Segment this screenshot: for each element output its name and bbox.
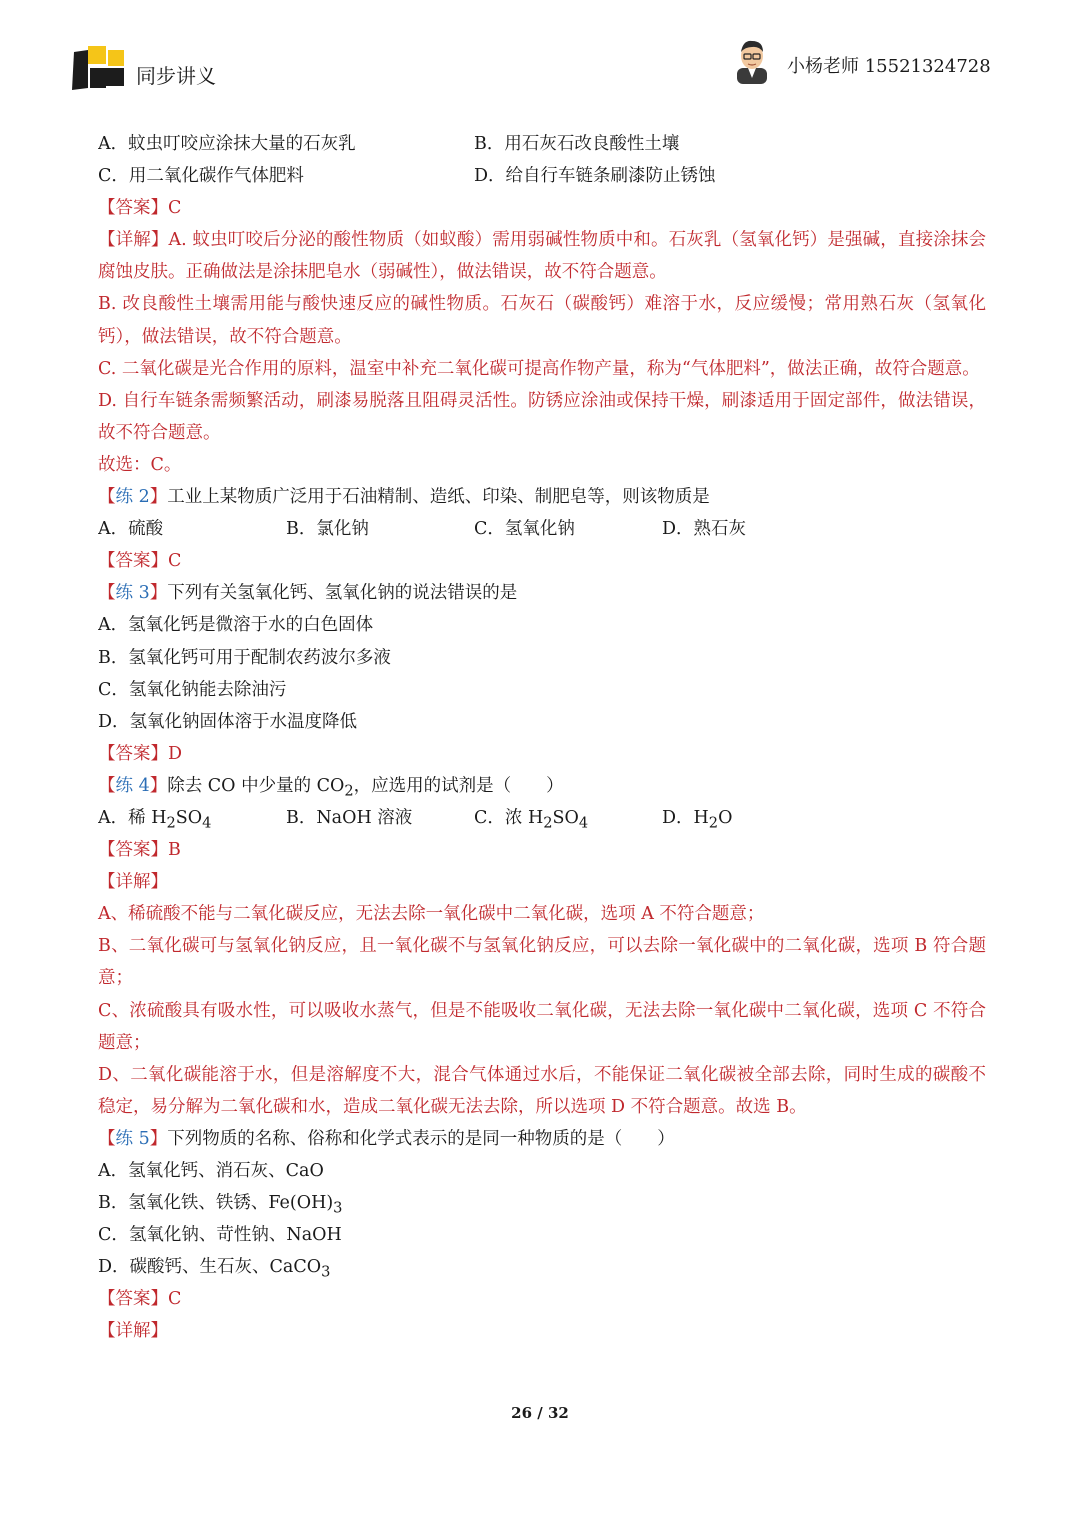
q2-stem: 【练 2】工业上某物质广泛用于石油精制、造纸、印染、制肥皂等，则该物质是: [98, 487, 710, 508]
q4-stem: 【练 4】除去 CO 中少量的 $CO_2$，应选用的试剂是（ ）: [98, 775, 564, 800]
q1-conclusion: 故选：C。: [98, 454, 182, 475]
q5-option-c: C．氢氧化钠、苛性钠、NaOH: [98, 1225, 342, 1246]
teacher-contact: 小杨老师 15521324728: [787, 56, 991, 77]
q4-detail-a: A、稀硫酸不能与二氧化碳反应，无法去除一氧化碳中二氧化碳，选项 A 不符合题意；: [98, 904, 765, 925]
q3-option-d: D．氢氧化钠固体溶于水温度降低: [98, 711, 358, 732]
q2-stem-text: 工业上某物质广泛用于石油精制、造纸、印染、制肥皂等，则该物质是: [167, 487, 710, 508]
q5-option-d: D．碳酸钙、生石灰、CaCO$_3$: [98, 1257, 331, 1281]
q4-detail-c: C、浓硫酸具有吸水性，可以吸收水蒸气，但是不能吸收二氧化碳，无法去除一氧化碳中二氧化碳，选项 C 不符合题意；: [98, 1000, 986, 1053]
q4-label: 练 4: [115, 775, 150, 796]
q4-detail-label: 【详解】: [98, 872, 168, 893]
q1-option-c: C．用二氧化碳作气体肥料: [98, 166, 304, 187]
brand-title: 同步讲义: [136, 64, 216, 88]
q5-option-b: B．氢氧化铁、铁锈、$Fe(OH)_3$: [98, 1193, 343, 1217]
q2-option-a: A．硫酸: [98, 519, 164, 540]
q5-option-a: A．氢氧化钙、消石灰、CaO: [98, 1161, 324, 1181]
q1-options-row-1: [98, 128, 986, 160]
page-number: 26 / 32: [511, 1404, 569, 1422]
q3-option-c: C．氢氧化钠能去除油污: [98, 679, 287, 700]
q4-option-c: C．浓 $H_2SO_4$: [474, 807, 589, 832]
q3-option-b: B．氢氧化钙可用于配制农药波尔多液: [98, 647, 391, 668]
q1-option-d: D．给自行车链条刷漆防止锈蚀: [474, 166, 716, 187]
q3-stem: 【练 3】下列有关氢氧化钙、氢氧化钠的说法错误的是: [98, 583, 518, 604]
q2-label: 练 2: [115, 487, 150, 508]
page-header: [0, 0, 1080, 110]
q2-options: [98, 513, 986, 545]
q4-detail-d: D、二氧化碳能溶于水，但是溶解度不大，混合气体通过水后，不能保证二氧化碳被全部去除，同时生成的碳酸不稳定，易分解为二氧化碳和水，造成二氧化碳无法去除，所以选项 D 不符合题意。故选 B。: [98, 1064, 986, 1117]
q3-option-a: A．氢氧化钙是微溶于水的白色固体: [98, 615, 374, 636]
q1-options-row-2: [98, 160, 986, 192]
q1-detail-a: 【详解】A. 蚊虫叮咬后分泌的酸性物质（如蚁酸）需用弱碱性物质中和。石灰乳（氢氧化钙）是强碱，直接涂抹会腐蚀皮肤。正确做法是涂抹肥皂水（弱碱性），做法错误，故不符合题意。: [98, 230, 986, 283]
q5-stem-text: 下列物质的名称、俗称和化学式表示的是同一种物质的是（ ）: [167, 1128, 675, 1149]
q2-answer: 【答案】C: [98, 551, 182, 572]
q5-label: 练 5: [115, 1128, 150, 1149]
q3-label: 练 3: [115, 583, 150, 604]
q4-answer: 【答案】B: [98, 840, 181, 861]
q4-stem-tail: ，应选用的试剂是（ ）: [353, 775, 564, 796]
logo-icon: [70, 46, 126, 92]
q4-options: [98, 802, 986, 834]
q1-option-b: B．用石灰石改良酸性土壤: [474, 134, 680, 154]
q2-option-d: D．熟石灰: [662, 519, 747, 540]
q2-option-b: B．氯化钠: [286, 519, 369, 540]
q4-option-d: D．$H_2O$: [662, 807, 733, 832]
teacher-avatar-icon: [733, 38, 771, 84]
q1-detail-d: D. 自行车链条需频繁活动，刷漆易脱落且阻碍灵活性。防锈应涂油或保持干燥，刷漆适用于固定部件，做法错误，故不符合题意。: [98, 390, 986, 443]
q4-stem-subscript: 2: [344, 782, 354, 800]
q3-stem-text: 下列有关氢氧化钙、氢氧化钠的说法错误的是: [167, 583, 518, 604]
q1-answer: 【答案】C: [98, 198, 182, 219]
q4-detail-b: B、二氧化碳可与氢氧化钠反应，且一氧化碳不与氢氧化钠反应，可以去除一氧化碳中的二氧化碳，选项 B 符合题意；: [98, 936, 986, 989]
q5-detail-label: 【详解】: [98, 1321, 168, 1342]
q4-option-b: B．NaOH 溶液: [286, 807, 413, 828]
q2-option-c: C．氢氧化钠: [474, 519, 575, 540]
q4-stem-text: 除去 CO 中少量的 CO: [167, 775, 345, 796]
q5-stem: 【练 5】下列物质的名称、俗称和化学式表示的是同一种物质的是（ ）: [98, 1128, 675, 1149]
q4-option-a: A．稀 $H_2SO_4$: [98, 807, 212, 832]
q5-answer: 【答案】C: [98, 1289, 182, 1310]
q1-detail-b: B. 改良酸性土壤需用能与酸快速反应的碱性物质。石灰石（碳酸钙）难溶于水，反应缓慢；常用熟石灰（氢氧化钙），做法错误，故不符合题意。: [98, 294, 986, 347]
q1-option-a: A．蚊虫叮咬应涂抹大量的石灰乳: [98, 134, 356, 154]
q3-answer: 【答案】D: [98, 743, 183, 764]
q1-detail-c: C. 二氧化碳是光合作用的原料，温室中补充二氧化碳可提高作物产量，称为“气体肥料”，做法正确，故符合题意。: [98, 358, 980, 379]
document-body: [98, 128, 986, 1348]
